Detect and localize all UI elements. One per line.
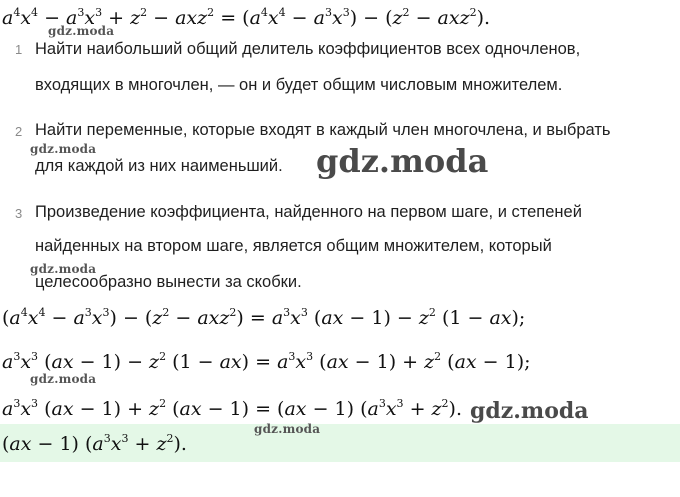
watermark-small: gdz.moda xyxy=(30,142,97,156)
step-text-line: найденных на втором шаге, является общим множителем, который xyxy=(35,237,552,255)
formula-sign-change: $a^3x^3$ $(ax - 1) - z^2$ $(1 - ax) = a^3x^3$ $(ax - 1) + z^2$ (ax − 1); xyxy=(2,350,531,373)
formula-common-factor: $a^3x^3$ $(ax - 1) + z^2$ (ax − 1) = (ax − 1) $(a^3x^3 + z^2)$. xyxy=(2,397,462,420)
answer-formula: (ax − 1) $(a^3x^3 + z^2)$. xyxy=(2,432,187,455)
step-text-line: целесообразно вынести за скобки. xyxy=(35,273,302,291)
step-number: 3 xyxy=(15,206,23,221)
step-text-line: Найти наибольший общий делитель коэффициентов всех одночленов, xyxy=(35,40,581,58)
watermark-large: gdz.moda xyxy=(316,142,489,180)
step-text-line: входящих в многочлен, — он и будет общим числовым множителем. xyxy=(35,76,563,94)
step-text-line: для каждой из них наименьший. xyxy=(35,157,283,175)
step-text-line: Произведение коэффициента, найденного на первом шаге, и степеней xyxy=(35,203,582,221)
watermark-small: gdz.moda xyxy=(254,422,321,436)
watermark-small: gdz.moda xyxy=(30,262,97,276)
step-number: 1 xyxy=(15,42,23,57)
watermark-large: gdz.moda xyxy=(470,398,589,424)
formula-grouping: $a^4x^4 - a^3x^3 + z^2 - axz^2 = (a^4x^4 - a^3x^3) - (z^2 - axz^2)$. xyxy=(2,6,491,29)
watermark-small: gdz.moda xyxy=(30,372,97,386)
formula-factor-groups: $(a^4x^4 - a^3x^3) - (z^2 - axz^2) = a^3x^3$ $(ax - 1) - z^2$ (1 − ax); xyxy=(2,306,526,329)
watermark-small: gdz.moda xyxy=(48,24,115,38)
step-text-line: Найти переменные, которые входят в каждый член многочлена, и выбрать xyxy=(35,121,611,139)
step-number: 2 xyxy=(15,124,23,139)
